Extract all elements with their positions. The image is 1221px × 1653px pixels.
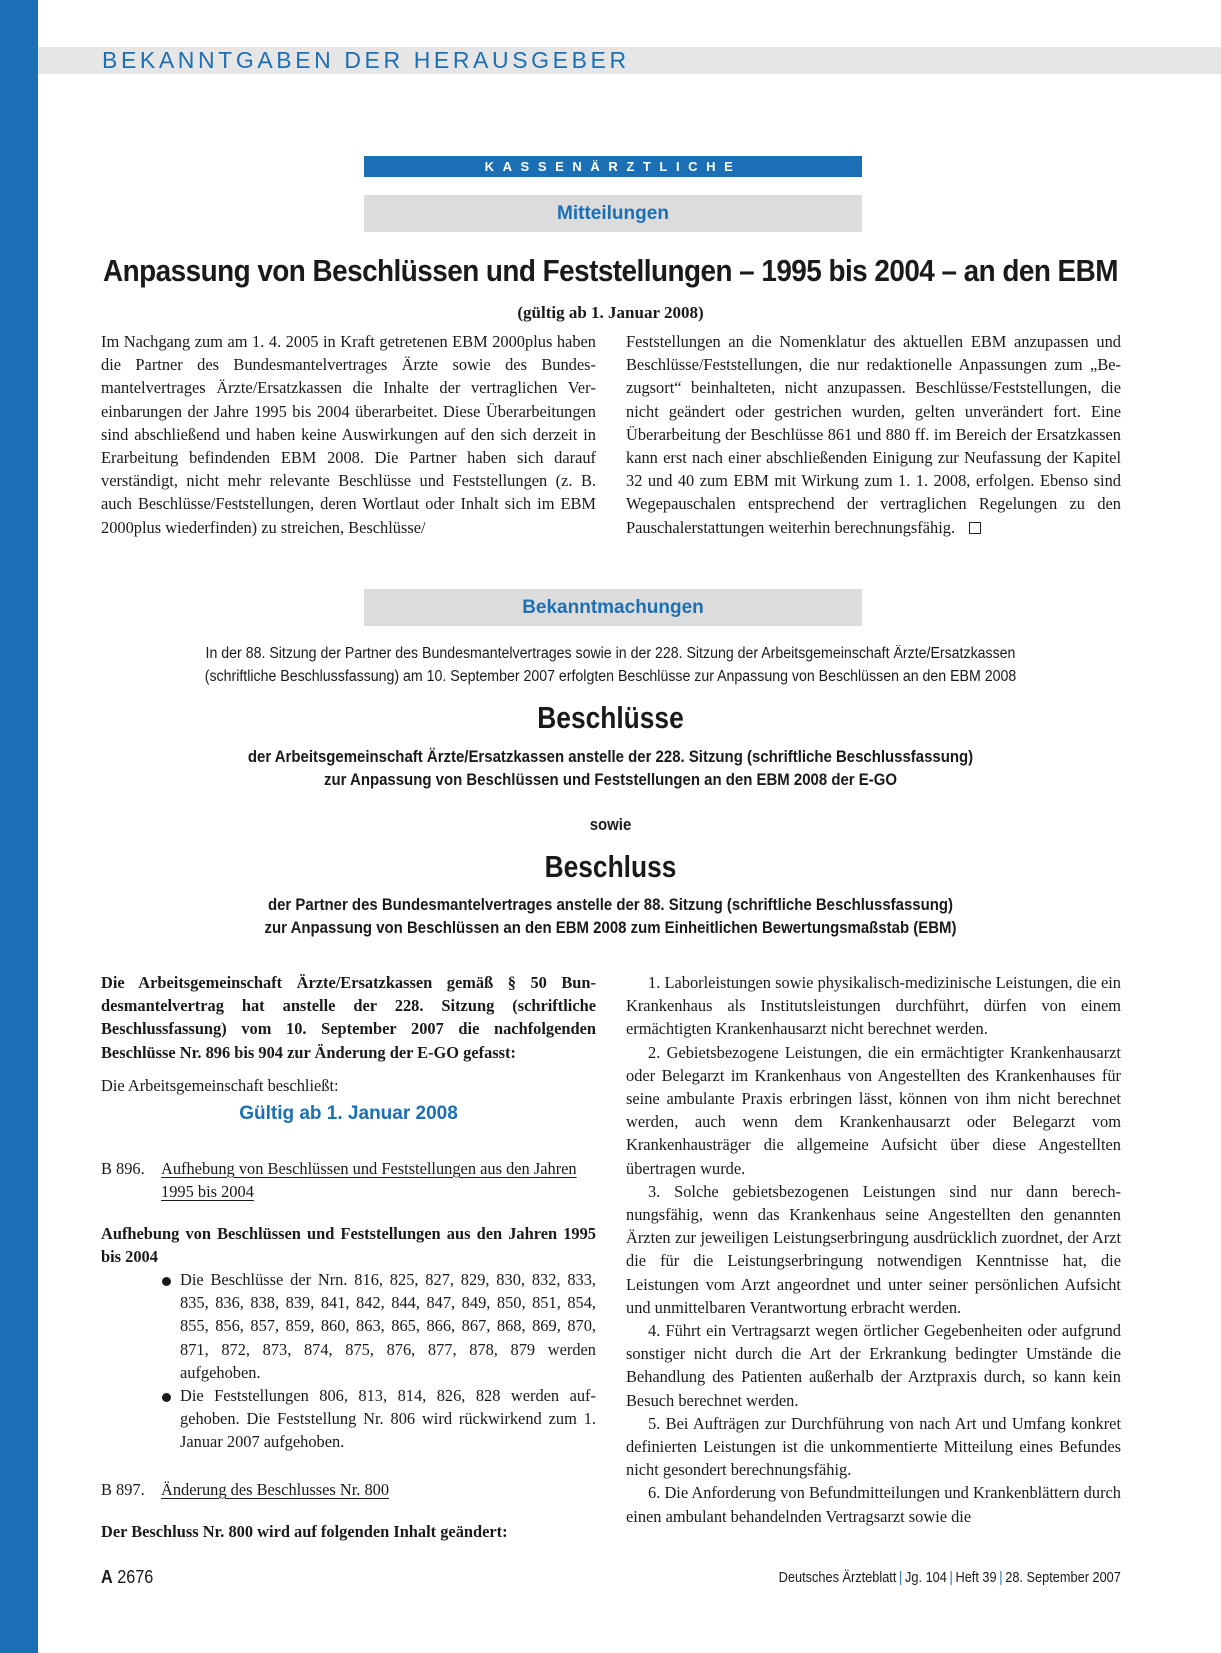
article-title: Anpassung von Beschlüssen und Feststellungen – 1995 bis 2004 – an den EBM — [103, 253, 1118, 288]
resolution-title: Änderung des Beschlusses Nr. 800 — [161, 1480, 390, 1499]
numbered-point: 6. Die Anforderung von Befundmitteilungen und Krankenblättern durch einen ambulant behandelnden Vertragsarzt sowie die — [626, 1483, 1121, 1526]
numbered-point: 3. Solche gebietsbezogenen Leistungen sind nur dann berechnungsfähig, wenn das Krankenhaus seine Angestellten den genannten Ärzten zur jeweiligen Leistungserbringung ausdrücklich zuordnet, der Arzt die für die Leistungserbringung notwendigen Kenntnisse hat, die Leistungen vom Arzt angeordnet und unter seiner persönlichen Aufsicht und unmittelbaren Verantwortung erbracht werden. — [626, 1181, 1121, 1317]
resolution-number: B 897. — [101, 1480, 145, 1499]
announcement-intro-line: (schriftliche Beschlussfassung) am 10. September 2007 erfolgten Beschlüsse zur Anpassung von Beschlüssen an den EBM 2008 — [204, 668, 1017, 685]
list-item-text: Die Feststellungen 806, 813, 814, 826, 828 werden aufgehoben. Die Feststellung Nr. 806 wird rückwirkend zum 1. Januar 2007 aufgehoben. — [180, 1386, 596, 1452]
left-color-stripe — [0, 0, 38, 1653]
separator: | — [999, 1570, 1003, 1586]
organization-bar: KASSENÄRZTLICHE BUNDESVEREINIGUNG — [364, 156, 862, 177]
body-resolves: Die Arbeitsgemeinschaft beschließt: — [101, 1076, 339, 1095]
body-lead: Die Arbeitsgemeinschaft Ärzte/Ersatzkassen gemäß § 50 Bundesmantelvertrag hat anstelle der 228. Sitzung (schriftliche Beschlussfassung) vom 10. September 2007 die nachfolgenden Beschlüsse Nr. 896 bis 904 zur Änderung der E-GO gefasst: — [101, 973, 596, 1062]
page-number-value: 2676 — [117, 1567, 154, 1587]
section-header: BEKANNTGABEN DER HERAUSGEBER — [102, 47, 630, 73]
heading-beschluesse-sub — [108, 745, 1112, 791]
heading-beschluesse: Beschlüsse — [537, 700, 684, 735]
resolution-title: Aufhebung von Beschlüssen und Feststellungen aus den Jahren 1995 bis 2004 — [161, 1159, 577, 1202]
article-column-left: Im Nachgang zum am 1. 4. 2005 in Kraft getretenen EBM 2000plus haben die Partner des Bundesmantelvertrages Ärzte sowie des Bundesmantelvertrages Ärzte/Ersatzkassen die Inhalte der vertraglichen Vereinbarungen der Jahre 1995 bis 2004 überarbeitet. Diese Überarbeitungen sind abschließend und haben keine Auswirkungen auf den sich derzeit in Erarbeitung befindenden EBM 2008. Die Partner haben sich darauf verständigt, nicht mehr relevante Beschlüsse und Feststellungen (z. B. auch Beschlüsse/Feststellungen, deren Wortlaut oder Inhalt sich im EBM 2000plus wiederfinden) zu streichen, Beschlüsse/ — [101, 332, 596, 537]
journal-name: Deutsches Ärzteblatt — [778, 1570, 897, 1586]
resolution-number: B 896. — [101, 1159, 145, 1178]
announcement-intro — [104, 642, 1117, 688]
resolution-897-heading: Der Beschluss Nr. 800 wird auf folgenden Inhalt geändert: — [101, 1522, 508, 1541]
journal-volume: Jg. 104 — [905, 1570, 948, 1586]
bekanntmachungen-label: Bekanntmachungen — [364, 589, 862, 626]
resolution-897 — [101, 1478, 596, 1501]
journal-date: 28. September 2007 — [1005, 1570, 1121, 1586]
numbered-point: 5. Bei Aufträgen zur Durchführung von nach Art und Umfang konkret definierten Leistungen ist die unkommentierte Mitteilung eines Befundes nicht gesondert berechnungsfähig. — [626, 1413, 1121, 1480]
article-subtitle: (gültig ab 1. Januar 2008) — [517, 303, 704, 322]
numbered-point: 1. Laborleistungen sowie physikalisch-medizinische Leistungen, die ein Krankenhaus als Institutsleistungen durchführt, dürfen von einem ermächtigten Krankenhausarzt nicht berechnet werden. — [626, 973, 1121, 1039]
heading-beschluss: Beschluss — [544, 849, 677, 884]
resolution-896-list — [101, 1268, 596, 1454]
valid-from-heading: Gültig ab 1. Januar 2008 — [239, 1103, 458, 1124]
mitteilungen-label: Mitteilungen — [364, 195, 862, 232]
heading-beschluss-sub — [108, 893, 1112, 939]
list-item — [101, 1268, 596, 1384]
bullet-icon — [162, 1393, 171, 1402]
journal-info — [779, 1570, 1121, 1586]
heading-sub-line: der Partner des Bundesmantelvertrages anstelle der 88. Sitzung (schriftliche Beschlussfassung) — [267, 895, 954, 914]
end-of-article-icon — [969, 522, 981, 534]
numbered-point: 2. Gebietsbezogene Leistungen, die ein ermächtigter Krankenhausarzt oder Belegarzt im Krankenhaus von Angestellten des Krankenhauses für seine ambulante Praxis erbringen lässt, können von ihm nicht berechnet werden, auch wenn dem Krankenhausarzt oder Belegarzt vom Krankenhausträger die allgemeine Aufsicht über diese Angestellten übertragen wurde. — [626, 1042, 1121, 1178]
heading-sub-line: zur Anpassung von Beschlüssen an den EBM 2008 zum Einheitlichen Bewertungsmaßstab (EBM) — [264, 918, 957, 937]
page-prefix: A — [101, 1567, 113, 1587]
resolution-896-heading: Aufhebung von Beschlüssen und Feststellungen aus den Jahren 1995 bis 2004 — [101, 1224, 596, 1267]
article-column-right-text: Feststellungen an die Nomenklatur des aktuellen EBM anzupassen und Beschlüsse/Feststellungen, die nur redaktionelle Anpassungen zum „Bezugsort“ beinhalteten, nicht anzupassen. Beschlüsse/Feststellungen, die nicht geändert oder gestrichen wurden, gelten unverändert fort. Eine Überarbeitung der Beschlüsse 861 und 880 ff. im Bereich der Ersatzkassen kann erst nach einer abschließenden Einigung zur Neufassung der Kapitel 32 und 40 zum EBM mit Wirkung zum 1. 1. 2008, erfolgen. Ebenso sind Wegepauschalen entsprechend der vertraglichen Regelungen zu den Pauschalerstattungen weiterhin berechnungsfähig. — [626, 332, 1121, 537]
resolution-896 — [101, 1157, 596, 1203]
heading-sowie: sowie — [589, 815, 632, 834]
announcement-intro-line: In der 88. Sitzung der Partner des Bundesmantelvertrages sowie in der 228. Sitzung der Arbeitsgemeinschaft Ärzte/Ersatzkassen — [205, 645, 1016, 662]
heading-sub-line: zur Anpassung von Beschlüssen und Feststellungen an den EBM 2008 der E-GO — [323, 770, 898, 789]
bullet-icon — [162, 1277, 171, 1286]
heading-sub-line: der Arbeitsgemeinschaft Ärzte/Ersatzkassen anstelle der 228. Sitzung (schriftliche Beschlussfassung) — [247, 747, 974, 766]
separator: | — [899, 1570, 903, 1586]
separator: | — [949, 1570, 953, 1586]
list-item — [101, 1384, 596, 1454]
list-item-text: Die Beschlüsse der Nrn. 816, 825, 827, 829, 830, 832, 833, 835, 836, 838, 839, 841, 842, 844, 847, 849, 850, 851, 854, 855, 856, 857, 859, 860, 863, 865, 866, 867, 868, 869, 870, 871, 872, 873, 874, 875, 876, 877, 878, 879 werden aufgehoben. — [180, 1270, 596, 1382]
resolution-897-points — [626, 971, 1121, 1528]
numbered-point: 4. Führt ein Vertragsarzt wegen örtlicher Gegebenheiten oder aufgrund sonstiger nicht durch die Art der Erkrankung bedingter Umstände die Behandlung des Patienten außerhalb der Arztpraxis durch, so kann kein Besuch berechnet werden. — [626, 1321, 1121, 1410]
journal-issue: Heft 39 — [955, 1570, 997, 1586]
article-column-right — [626, 330, 1121, 539]
page-number — [101, 1567, 153, 1588]
